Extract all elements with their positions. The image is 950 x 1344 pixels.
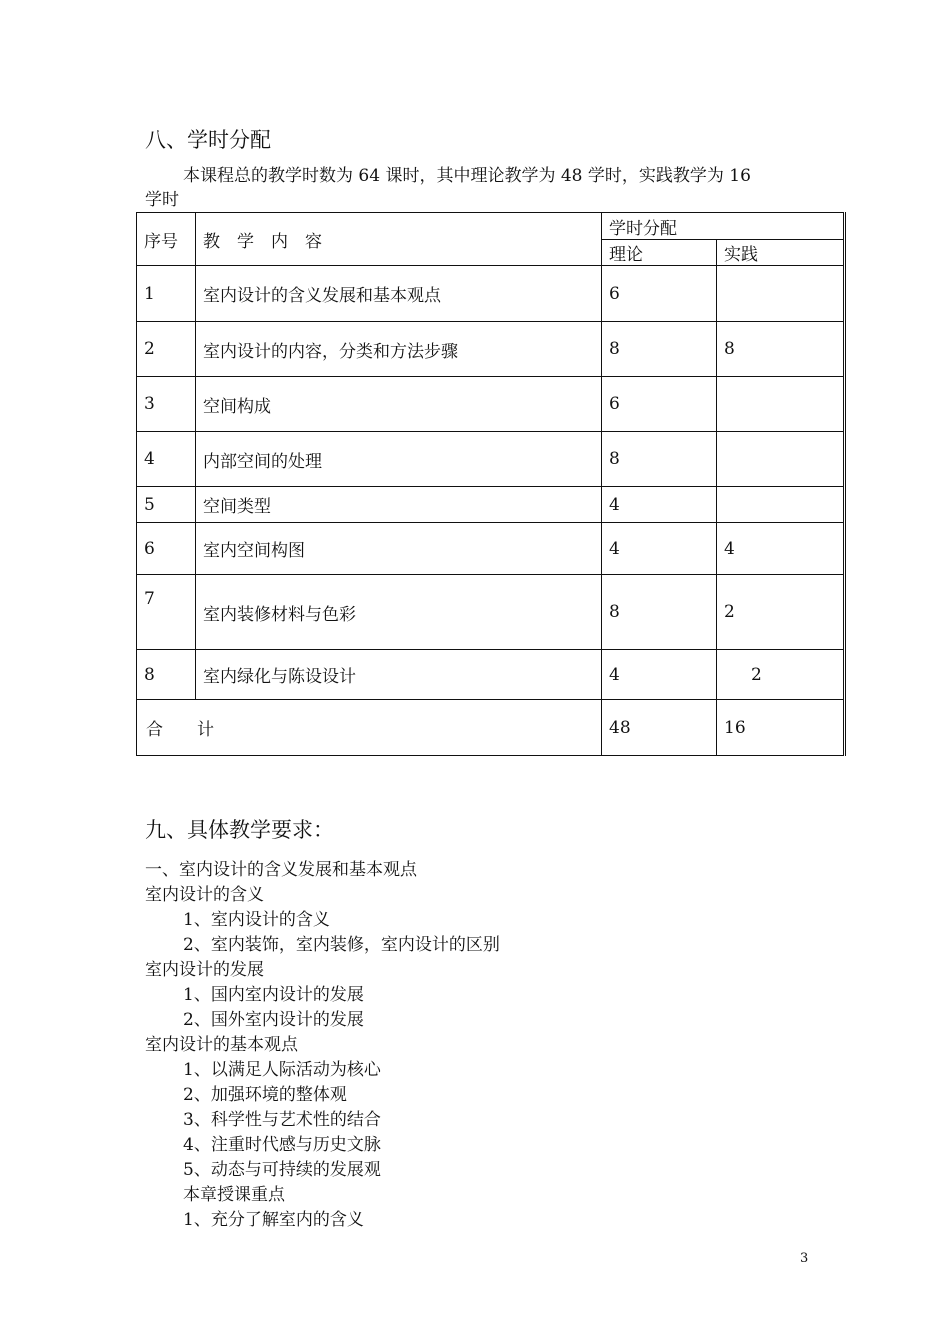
header-seq: 序号: [137, 213, 196, 266]
table-row: [137, 650, 845, 700]
row-content: 内部空间的处理: [196, 432, 602, 487]
row-content: 室内设计的内容，分类和方法步骤: [196, 322, 602, 377]
table-row: [137, 377, 845, 432]
row-practice: 2: [717, 575, 845, 650]
row-content: 室内绿化与陈设设计: [196, 650, 602, 700]
row-seq: 7: [137, 575, 196, 650]
total-practice: 16: [717, 700, 845, 756]
list-item: 1、充分了解室内的含义: [183, 1210, 364, 1230]
list-item: 2、国外室内设计的发展: [183, 1010, 364, 1030]
table-row: [137, 575, 845, 650]
table-row: [137, 523, 845, 575]
row-practice: [717, 432, 845, 487]
list-item: 2、室内装饰，室内装修，室内设计的区别: [183, 935, 500, 955]
hours-allocation-table: [136, 212, 846, 756]
row-content: 室内空间构图: [196, 523, 602, 575]
header-content: 教 学 内 容: [196, 213, 602, 266]
header-practice: 实践: [717, 240, 845, 266]
row-theory: 4: [602, 523, 717, 575]
row-seq: 1: [137, 266, 196, 322]
row-practice: 2: [717, 650, 845, 700]
row-practice: [717, 377, 845, 432]
list-item: 2、加强环境的整体观: [183, 1085, 347, 1105]
row-seq: 6: [137, 523, 196, 575]
list-item: 1、室内设计的含义: [183, 910, 330, 930]
page-number: 3: [800, 1251, 809, 1266]
row-theory: 8: [602, 575, 717, 650]
total-theory: 48: [602, 700, 717, 756]
table-row: [137, 322, 845, 377]
header-theory: 理论: [602, 240, 717, 266]
row-content: 空间构成: [196, 377, 602, 432]
subheading: 室内设计的含义: [145, 885, 264, 905]
row-seq: 4: [137, 432, 196, 487]
section8-intro-line1: 本课程总的教学时数为 64 课时，其中理论教学为 48 学时，实践教学为 16: [183, 166, 751, 186]
list-item: 1、国内室内设计的发展: [183, 985, 364, 1005]
row-theory: 6: [602, 266, 717, 322]
row-practice: [717, 487, 845, 523]
row-content: 室内装修材料与色彩: [196, 575, 602, 650]
list-item: 3、科学性与艺术性的结合: [183, 1110, 381, 1130]
total-label: 合 计: [137, 700, 602, 756]
row-practice: 8: [717, 322, 845, 377]
row-theory: 8: [602, 322, 717, 377]
section8-intro-line2: 学时: [145, 190, 179, 210]
row-theory: 8: [602, 432, 717, 487]
list-item: 1、以满足人际活动为核心: [183, 1060, 381, 1080]
table-row: [137, 266, 845, 322]
table-row: [137, 432, 845, 487]
row-seq: 8: [137, 650, 196, 700]
row-seq: 2: [137, 322, 196, 377]
row-content: 室内设计的含义发展和基本观点: [196, 266, 602, 322]
row-practice: [717, 266, 845, 322]
row-seq: 3: [137, 377, 196, 432]
list-item: 4、注重时代感与历史文脉: [183, 1135, 381, 1155]
subheading: 本章授课重点: [183, 1185, 285, 1205]
table-header-row: [137, 213, 845, 240]
table-total-row: [137, 700, 845, 756]
section8-title: 八、学时分配: [145, 128, 271, 152]
row-theory: 6: [602, 377, 717, 432]
header-alloc: 学时分配: [602, 213, 845, 240]
row-practice: 4: [717, 523, 845, 575]
section9-title: 九、具体教学要求：: [145, 818, 334, 842]
row-theory: 4: [602, 487, 717, 523]
row-seq: 5: [137, 487, 196, 523]
table-row: [137, 487, 845, 523]
chapter-heading: 一、室内设计的含义发展和基本观点: [145, 860, 417, 880]
row-content: 空间类型: [196, 487, 602, 523]
subheading: 室内设计的基本观点: [145, 1035, 298, 1055]
subheading: 室内设计的发展: [145, 960, 264, 980]
row-theory: 4: [602, 650, 717, 700]
list-item: 5、动态与可持续的发展观: [183, 1160, 381, 1180]
